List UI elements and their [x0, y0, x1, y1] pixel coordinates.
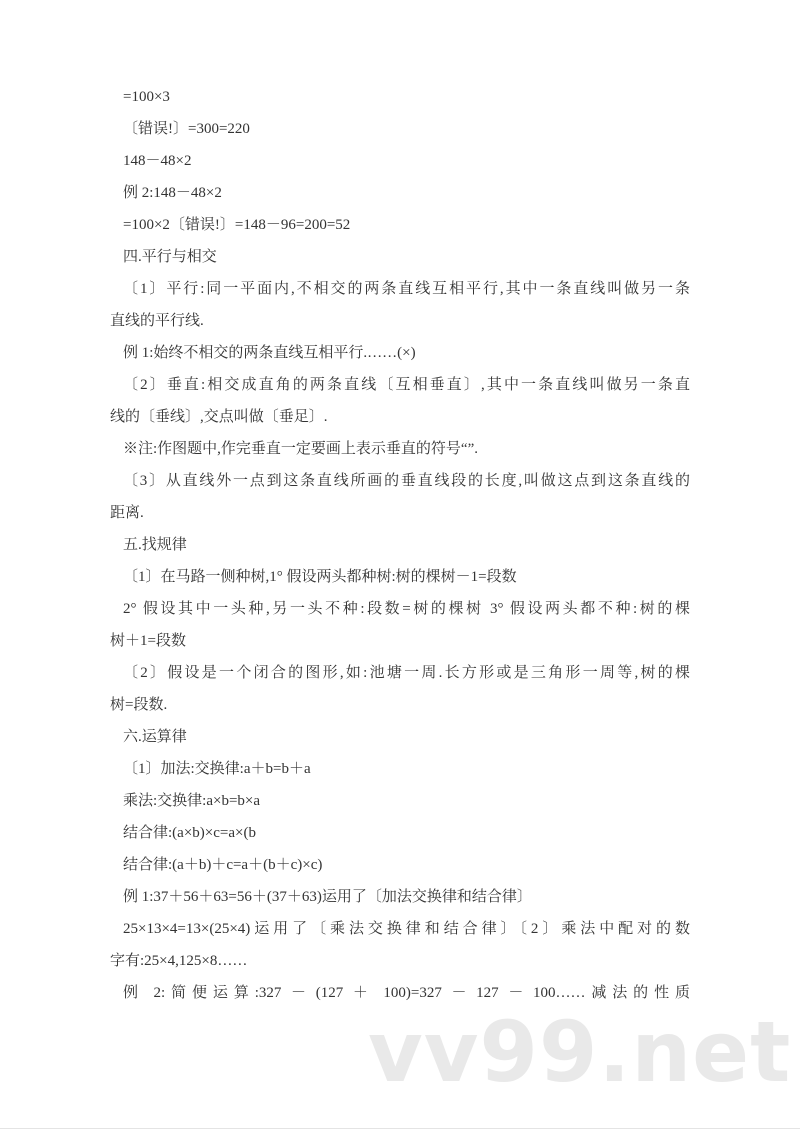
text-line: 四.平行与相交 — [123, 249, 217, 265]
text-line: 六.运算律 — [123, 729, 187, 745]
text-line: 例 2:148－48×2 — [123, 185, 222, 201]
text-line: 树=段数. — [110, 697, 168, 713]
text-line: ※注:作图题中,作完垂直一定要画上表示垂直的符号“”. — [123, 441, 478, 457]
text-line: 距离. — [110, 505, 144, 521]
text-line: 〔1〕加法:交换律:a＋b=b＋a — [123, 761, 311, 777]
text-line: 〔错误!〕=300=220 — [123, 121, 250, 137]
text-line: 例 1:始终不相交的两条直线互相平行.……(×) — [123, 345, 416, 361]
text-line: 2° 假设其中一头种,另一头不种:段数=树的棵树 3° 假设两头都不种:树的棵 — [123, 601, 690, 617]
text-line: 乘法:交换律:a×b=b×a — [123, 793, 261, 809]
text-line: =100×3 — [123, 89, 170, 105]
text-line: 148－48×2 — [123, 153, 192, 169]
text-line: 例 1:37＋56＋63=56＋(37＋63)运用了〔加法交换律和结合律〕 — [123, 889, 532, 905]
text-line: 〔1〕平行:同一平面内,不相交的两条直线互相平行,其中一条直线叫做另一条 — [123, 281, 690, 297]
text-line: 结合律:(a＋b)＋c=a＋(b＋c)×c) — [123, 857, 323, 873]
text-line: 五.找规律 — [123, 537, 187, 553]
text-line: 直线的平行线. — [110, 313, 204, 329]
text-line: 例 2:简便运算:327 － (127 ＋ 100)=327 － 127 － 100……减法的性质 — [123, 985, 690, 1001]
text-line: 树＋1=段数 — [110, 633, 186, 649]
text-line: 结合律:(a×b)×c=a×(b — [123, 825, 256, 841]
text-line: 〔3〕从直线外一点到这条直线所画的垂直线段的长度,叫做这点到这条直线的 — [123, 473, 690, 489]
text-line: 线的〔垂线〕,交点叫做〔垂足〕. — [110, 409, 328, 425]
watermark: vv99.net — [368, 1003, 792, 1101]
text-line: 〔2〕垂直:相交成直角的两条直线〔互相垂直〕,其中一条直线叫做另一条直 — [123, 377, 690, 393]
text-line: =100×2〔错误!〕=148－96=200=52 — [123, 217, 351, 233]
text-line: 〔1〕在马路一侧种树,1° 假设两头都种树:树的棵树－1=段数 — [123, 569, 517, 585]
text-line: 字有:25×4,125×8…… — [110, 953, 248, 969]
page-bottom-divider — [0, 1128, 800, 1129]
text-line: 25×13×4=13×(25×4)运用了〔乘法交换律和结合律〕〔2〕乘法中配对的数 — [123, 921, 690, 937]
text-line: 〔2〕假设是一个闭合的图形,如:池塘一周.长方形或是三角形一周等,树的棵 — [123, 665, 690, 681]
